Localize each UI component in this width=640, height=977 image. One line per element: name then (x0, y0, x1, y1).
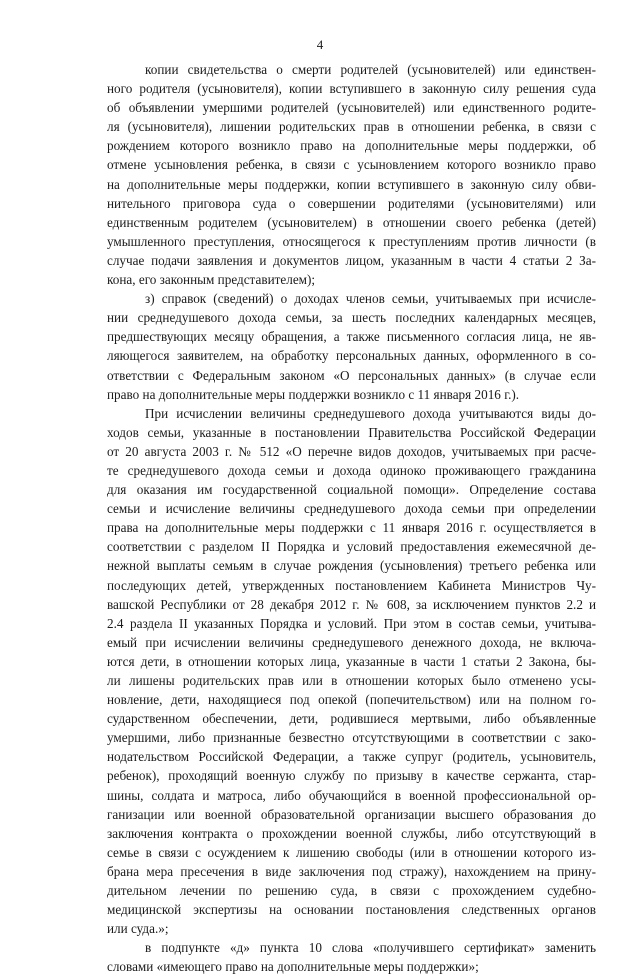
text-line: права на дополнительные меры поддержки с 11 января 2016 г. осуществляется в (107, 520, 596, 536)
text-line: ганизации или военной образовательной организации высшего образования до (107, 806, 596, 822)
text-line: ли лишены родительских прав или в отношении которых было отменено усы- (107, 673, 596, 688)
text-line: ходов семьи, указанные в постановлении Правительства Российской Федерации (107, 424, 596, 440)
text-line: об объявлении умершими родителей (усыновителей) или единственного родите- (107, 100, 596, 116)
text-line: семье в связи с осуждением к лишению свободы (или в отношении которого из- (107, 844, 596, 860)
text-line: ответствии с Федеральным законом «О персональных данных» (в случае если (107, 367, 596, 383)
text-line: шины, солдата и матроса, либо обучающийся в военной профессиональной ор- (107, 787, 596, 803)
text-line: последующих детей, утвержденных постановлением Кабинета Министров Чу- (107, 577, 596, 593)
text-line: з) справок (сведений) о доходах членов семьи, учитываемых при исчисле- (145, 291, 596, 307)
text-line: кона, его законным представителем); (107, 272, 316, 288)
text-line: вашской Республики от 28 декабря 2012 г. № 608, за исключением пунктов 2.2 и (107, 596, 596, 612)
text-line: При исчислении величины среднедушевого дохода учитываются виды до- (145, 405, 596, 421)
document-body (107, 60, 596, 977)
text-line: умершими, либо признанные безвестно отсутствующими в соответствии с зако- (107, 730, 596, 746)
text-line: нежной выплаты семьям в случае рождения (усыновления) третьего ребенка или (107, 558, 596, 574)
text-line: или суда.»; (107, 921, 169, 937)
text-line: словами «имеющего право на дополнительные меры поддержки»; (107, 959, 479, 975)
text-line: от 20 августа 2003 г. № 512 «О перечне видов доходов, учитываемых при расче- (107, 443, 596, 459)
text-line: дительном лечении по решению суда, в связи с прохождением судебно- (107, 883, 596, 899)
text-line: заключения контракта о прохождении военной службы, либо отсутствующий в (107, 825, 596, 841)
text-line: ются дети, в отношении которых лица, указанные в части 1 статьи 2 Закона, бы- (107, 653, 596, 669)
text-line: нодательством Российской Федерации, а также супруг (родитель, усыновитель, (107, 749, 596, 765)
text-line: брана мера пресечения в виде заключения под стражу), нахождением на прину- (107, 863, 596, 879)
page-number: 4 (316, 37, 324, 52)
text-line: в подпункте «д» пункта 10 слова «получившего сертификат» заменить (145, 940, 596, 956)
text-line: соответствии с разделом II Порядка и условий предоставления ежемесячной де- (107, 539, 596, 555)
text-line: право на дополнительные меры поддержки возникло с 11 января 2016 г.). (107, 386, 520, 402)
text-line: ля (усыновителя), лишении родительских прав в отношении ребенка, в связи с (107, 119, 596, 135)
text-line: предшествующих месяцу обращения, а также письменного согласия лица, не яв- (107, 329, 596, 345)
text-line: нии среднедушевого дохода семьи, за шесть последних календарных месяцев, (107, 310, 596, 326)
text-line: 2.4 раздела II указанных Порядка и условий. При этом в состав семьи, учитыва- (107, 615, 596, 631)
text-line: случае подачи заявления и документов лицом, указанным в части 4 статьи 2 За- (107, 252, 596, 268)
text-line: ного родителя (усыновителя), копии вступившего в законную силу решения суда (107, 81, 596, 97)
text-line: нительного приговора суда о совершении родителями (усыновителями) или (107, 195, 596, 211)
text-line: сударственном обеспечении, дети, родившиеся мертвыми, либо объявленные (107, 711, 596, 727)
text-line: отмене усыновления ребенка, в связи с усыновлением которого возникло право (107, 157, 596, 173)
text-line: те среднедушевого дохода семьи и дохода одиноко проживающего гражданина (107, 462, 596, 478)
text-line: копии свидетельства о смерти родителей (усыновителей) или единствен- (145, 62, 596, 77)
text-line: медицинской экспертизы на основании постановления следственных органов (107, 902, 596, 918)
text-line: единственным родителем (усыновителем) в отношении своего ребенка (детей) (107, 214, 596, 230)
text-line: на дополнительные меры поддержки, копии вступившего в законную силу обви- (107, 176, 596, 192)
text-line: семьи и исчисление величины среднедушевого дохода семьи при определении (107, 501, 596, 517)
text-line: новление, дети, находящиеся под опекой (попечительством) или на полном го- (107, 692, 596, 708)
text-line: для оказания им государственной социальной помощи». Определение состава (107, 482, 596, 498)
text-line: рождением которого возникло право на дополнительные меры поддержки, об (107, 138, 596, 154)
text-line: ребенок), проходящий военную службу по призыву в качестве сержанта, стар- (107, 768, 596, 784)
text-line: умышленного преступления, относящегося к преступлениям против личности (в (107, 233, 596, 249)
text-line: ляющегося заявителем, на обработку персональных данных, оформленного в со- (107, 348, 596, 364)
text-line: емый при исчислении величины среднедушевого денежного дохода, не включа- (107, 634, 596, 650)
